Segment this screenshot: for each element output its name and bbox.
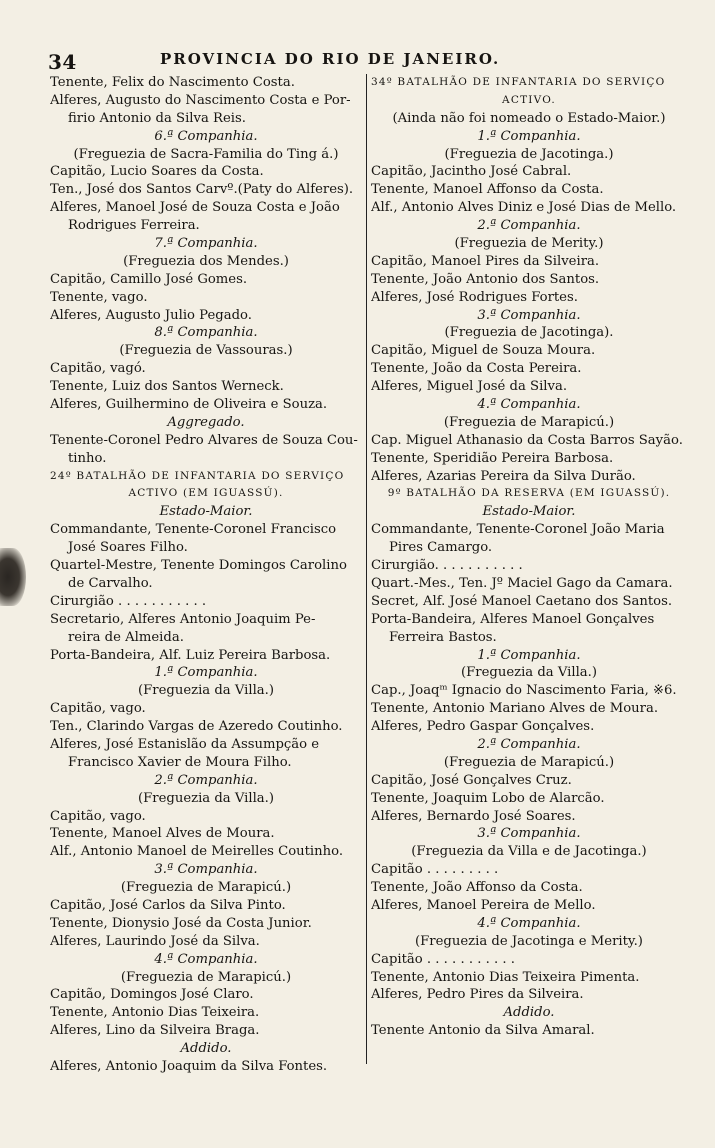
text-line: Ten., Clarindo Vargas de Azeredo Coutinho.	[50, 719, 343, 735]
text-line: Tenente, João Affonso da Costa.	[371, 880, 583, 896]
text-line: Capitão, vago.	[50, 701, 146, 717]
text-line: Porta-Bandeira, Alf. Luiz Pereira Barbosa.	[50, 647, 331, 663]
text-line: Capitão, Manoel Pires da Silveira.	[371, 253, 600, 269]
parish-line: (Freguezia de Vassouras.)	[119, 343, 293, 359]
section-heading: 1.ª Companhia.	[477, 647, 581, 663]
parish-line: (Freguezia de Sacra-Familia do Ting á.)	[73, 146, 339, 162]
text-line: Tenente, Antonio Mariano Alves de Moura.	[371, 701, 659, 717]
text-line: Quart.-Mes., Ten. Jº Maciel Gago da Camara.	[371, 575, 673, 591]
battalion-heading: ACTIVO (EM IGUASSÚ).	[128, 487, 284, 500]
text-line: Quartel-Mestre, Tenente Domingos Carolino	[50, 558, 347, 574]
section-heading: Addido.	[180, 1041, 232, 1057]
text-line: Commandante, Tenente-Coronel João Maria	[371, 522, 665, 538]
parish-line: (Freguezia de Marapicú.)	[443, 754, 615, 770]
text-line: Ten., José dos Santos Carvº.(Paty do Alferes).	[50, 182, 354, 198]
text-line: de Carvalho.	[68, 575, 153, 591]
text-line: Alferes, Azarias Pereira da Silva Durão.	[371, 468, 636, 484]
text-line: Alferes, Lino da Silveira Braga.	[50, 1023, 260, 1039]
text-line: Alferes, Manoel José de Souza Costa e João	[50, 200, 340, 216]
text-line: Capitão . . . . . . . . . . .	[371, 951, 515, 967]
section-heading: Addido.	[503, 1005, 555, 1021]
text-line: Capitão, Lucio Soares da Costa.	[50, 164, 264, 180]
section-heading: Estado-Maior.	[482, 504, 576, 520]
section-heading: 4.ª Companhia.	[477, 915, 581, 931]
text-line: Capitão . . . . . . . . .	[371, 862, 499, 878]
section-heading: 7.ª Companhia.	[154, 236, 258, 252]
parish-line: (Freguezia da Villa.)	[137, 683, 274, 699]
battalion-heading: 9º BATALHÃO DA RESERVA (EM IGUASSÚ).	[387, 487, 671, 500]
text-line: Capitão, José Carlos da Silva Pinto.	[50, 897, 286, 913]
text-line: Tenente, Luiz dos Santos Werneck.	[50, 379, 284, 395]
text-line: tinho.	[68, 450, 107, 466]
text-line: Tenente, João Antonio dos Santos.	[371, 271, 600, 287]
text-line: Tenente, Speridião Pereira Barbosa.	[371, 450, 614, 466]
parish-line: (Freguezia da Villa.)	[137, 790, 274, 806]
text-line: Alferes, Pedro Gaspar Gonçalves.	[371, 719, 595, 735]
text-line: Rodrigues Ferreira.	[68, 218, 200, 234]
section-heading: Estado-Maior.	[159, 504, 253, 520]
parish-line: (Freguezia de Jacotinga.)	[444, 146, 614, 162]
text-line: Alferes, Augusto Julio Pegado.	[50, 307, 252, 323]
text-line: Alferes, Manoel Pereira de Mello.	[371, 897, 596, 913]
text-line: Capitão, vago.	[50, 808, 146, 824]
text-line: Tenente, Antonio Dias Teixeira Pimenta.	[371, 969, 640, 985]
text-line: Alferes, Bernardo José Soares.	[371, 808, 576, 824]
text-line: Cirurgião. . . . . . . . . . .	[371, 558, 523, 574]
text-line: Alferes, Antonio Joaquim da Silva Fontes.	[50, 1058, 328, 1074]
battalion-heading: 24º BATALHÃO DE INFANTARIA DO SERVIÇO	[50, 469, 345, 482]
text-line: Capitão, Domingos José Claro.	[50, 987, 254, 1003]
section-heading: 3.ª Companhia.	[154, 862, 258, 878]
page-header: PROVINCIA DO RIO DE JANEIRO.	[160, 50, 501, 68]
section-heading: 3.ª Companhia.	[477, 307, 581, 323]
text-line: Porta-Bandeira, Alferes Manoel Gonçalves	[371, 611, 655, 627]
text-line: Capitão, José Gonçalves Cruz.	[371, 772, 572, 788]
text-line: Tenente, Dionysio José da Costa Junior.	[50, 915, 312, 931]
battalion-heading: 34º BATALHÃO DE INFANTARIA DO SERVIÇO	[371, 76, 666, 88]
parish-line: (Freguezia dos Mendes.)	[123, 253, 289, 269]
right-column	[366, 74, 687, 1064]
section-heading: Aggregado.	[167, 414, 245, 430]
text-line: Tenente Antonio da Silva Amaral.	[371, 1023, 595, 1039]
text-line: Capitão, Camillo José Gomes.	[50, 271, 248, 287]
text-line: Tenente, Joaquim Lobo de Alarcão.	[371, 790, 605, 806]
section-heading: 4.ª Companhia.	[477, 397, 581, 413]
text-line: Tenente, Manoel Affonso da Costa.	[371, 182, 604, 198]
text-line: Tenente, Felix do Nascimento Costa.	[50, 75, 295, 90]
text-line: Cap., Joaqᵐ Ignacio do Nascimento Faria, ※6.	[371, 683, 677, 699]
text-line: Alferes, José Rodrigues Fortes.	[371, 289, 578, 305]
parish-line: (Freguezia de Marapicú.)	[120, 880, 292, 896]
text-line: Alferes, Guilhermino de Oliveira e Souza.	[50, 397, 328, 413]
text-line: Tenente-Coronel Pedro Alvares de Souza Cou-	[50, 432, 358, 448]
parish-line: (Freguezia de Jacotinga e Merity.)	[415, 933, 643, 949]
text-line: Tenente, João da Costa Pereira.	[371, 361, 582, 377]
section-heading: 1.ª Companhia.	[477, 128, 581, 144]
text-line: Alf., Antonio Manoel de Meirelles Coutinho.	[50, 844, 344, 860]
text-line: Secret, Alf. José Manoel Caetano dos Santos.	[371, 593, 673, 609]
text-line: Capitão, Jacintho José Cabral.	[371, 164, 572, 180]
parish-line: (Freguezia de Marapicú.)	[443, 414, 615, 430]
text-line: Alferes, José Estanislão da Assumpção e	[50, 736, 320, 752]
text-line: Francisco Xavier de Moura Filho.	[68, 754, 292, 770]
text-line: Tenente, Manoel Alves de Moura.	[50, 826, 275, 842]
text-line: Alferes, Laurindo José da Silva.	[50, 933, 260, 949]
text-line: Alferes, Miguel José da Silva.	[371, 379, 568, 395]
section-heading: 2.ª Companhia.	[477, 736, 581, 752]
parish-line: (Freguezia de Jacotinga).	[444, 325, 614, 341]
text-line: Alf., Antonio Alves Diniz e José Dias de Mello.	[371, 200, 677, 216]
text-line: Capitão, vagó.	[50, 361, 146, 377]
parish-line: (Freguezia da Villa.)	[460, 665, 597, 681]
left-column	[50, 74, 362, 1076]
section-heading: 3.ª Companhia.	[477, 826, 581, 842]
text-line: José Soares Filho.	[68, 540, 188, 556]
text-line: Ferreira Bastos.	[389, 629, 497, 645]
section-heading: 2.ª Companhia.	[154, 772, 258, 788]
parish-line: (Freguezia de Marapicú.)	[120, 969, 292, 985]
battalion-heading: ACTIVO.	[502, 93, 556, 106]
text-line: Cap. Miguel Athanasio da Costa Barros Sayão.	[371, 432, 683, 448]
section-heading: 2.ª Companhia.	[477, 218, 581, 234]
ink-blot	[0, 548, 26, 606]
page-number: 34	[48, 50, 77, 74]
text-line: Capitão, Miguel de Souza Moura.	[371, 343, 596, 359]
section-heading: 1.ª Companhia.	[154, 665, 258, 681]
text-line: Alferes, Augusto do Nascimento Costa e Por-	[50, 92, 351, 108]
text-line: Secretario, Alferes Antonio Joaquim Pe-	[50, 611, 316, 627]
text-line: (Ainda não foi nomeado o Estado-Maior.)	[392, 110, 666, 126]
parish-line: (Freguezia da Villa e de Jacotinga.)	[411, 844, 647, 860]
section-heading: 6.ª Companhia.	[154, 128, 258, 144]
text-line: Alferes, Pedro Pires da Silveira.	[371, 987, 584, 1003]
text-line: firio Antonio da Silva Reis.	[68, 110, 246, 126]
text-line: reira de Almeida.	[68, 629, 184, 645]
section-heading: 8.ª Companhia.	[154, 325, 258, 341]
text-line: Tenente, vago.	[50, 289, 148, 305]
text-line: Cirurgião . . . . . . . . . . .	[50, 593, 207, 609]
text-line: Pires Camargo.	[389, 540, 493, 556]
section-heading: 4.ª Companhia.	[154, 951, 258, 967]
text-line: Commandante, Tenente-Coronel Francisco	[50, 522, 337, 538]
parish-line: (Freguezia de Merity.)	[454, 236, 604, 252]
text-line: Tenente, Antonio Dias Teixeira.	[50, 1005, 260, 1021]
